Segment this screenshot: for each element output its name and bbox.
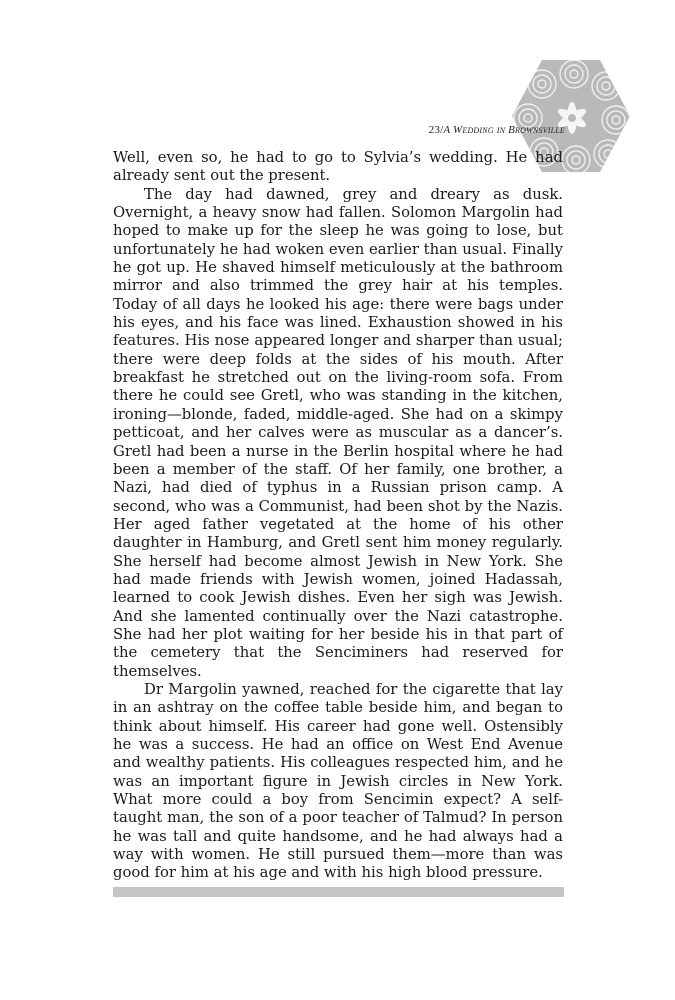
footer-rule [113, 887, 564, 897]
paragraph: Dr Margolin yawned, reached for the cigarette that lay in an ashtray on the coffee table beside him, and began to think about himself. His career had gone well. Ostensibly he was a success. He had an office on West End Avenue and wealthy patients. His colleagues respected him, and he was an important figure in Jewish circles in New York. What more could a boy from Sencimin expect? A self-taught man, the son of a poor teacher of Talmud? In person he was tall and quite handsome, and he had always had a way with women. He still pursued them—more than was good for him at his age and with his high blood pressure. [113, 680, 563, 882]
page-number: 23/ [428, 124, 444, 136]
running-title: A Wedding in Brownsville [443, 124, 565, 136]
body-text [113, 149, 563, 883]
running-head [429, 124, 565, 136]
paragraph: Well, even so, he had to go to Sylvia’s wedding. He had already sent out the present. [113, 149, 563, 185]
paragraph: The day had dawned, grey and dreary as dusk. Overnight, a heavy snow had fallen. Solomon Margolin had hoped to make up for the sleep he was going to lose, but unfortunately he had woken even earlier than usual. Finally he got up. He shaved himself meticulously at the bathroom mirror and also trimmed the grey hair at his temples. Today of all days he looked his age: there were bags under his eyes, and his face was lined. Exhaustion showed in his features. His nose appeared longer and sharper than usual; there were deep folds at the sides of his mouth. After breakfast he stretched out on the living-room sofa. From there he could see Gretl, who was standing in the kitchen, ironing—blonde, faded, middle-aged. She had on a skimpy petticoat, and her calves were as muscular as a dancer’s. Gretl had been a nurse in the Berlin hospital where he had been a member of the staff. Of her family, one brother, a Nazi, had died of typhus in a Russian prison camp. A second, who was a Communist, had been shot by the Nazis. Her aged father vegetated at the home of his other daughter in Hamburg, and Gretl sent him money regularly. She herself had become almost Jewish in New York. She had made friends with Jewish women, joined Hadassah, learned to cook Jewish dishes. Even her sigh was Jewish. And she lamented continually over the Nazi catastrophe. She had her plot waiting for her beside his in that part of the cemetery that the Senciminers had reserved for themselves. [113, 185, 563, 680]
